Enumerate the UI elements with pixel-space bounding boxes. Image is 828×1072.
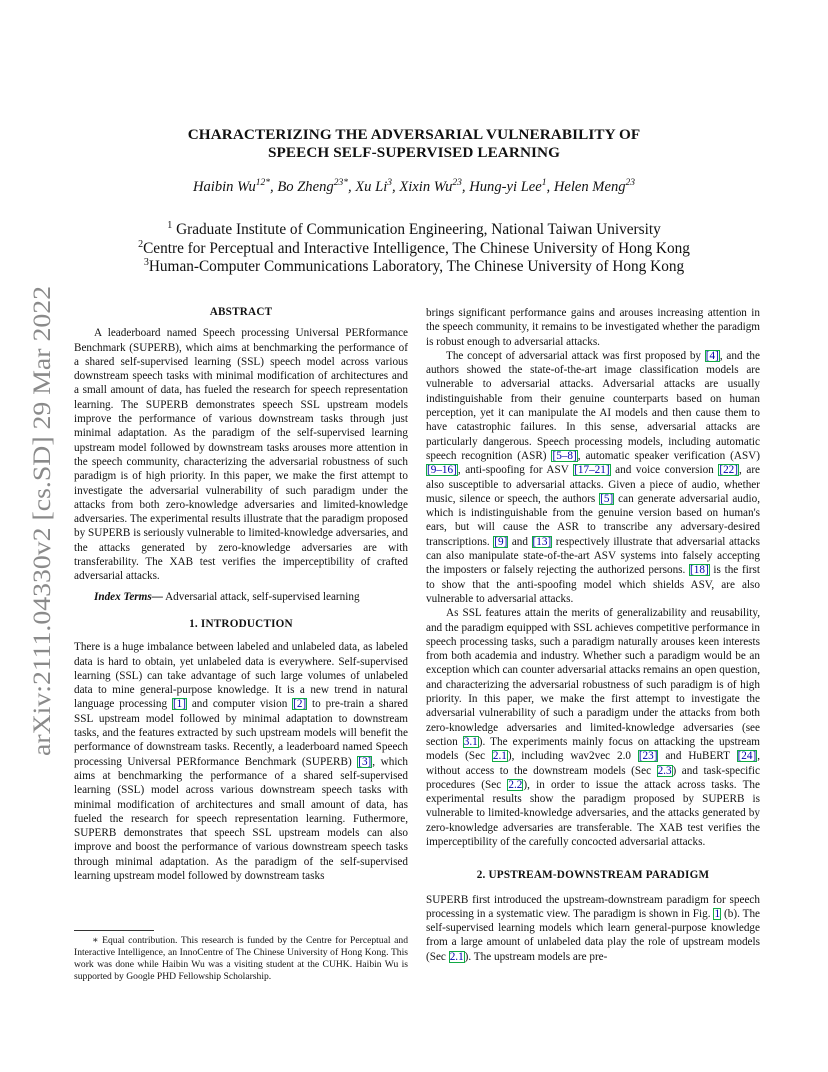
- index-terms-label: Index Terms—: [94, 590, 163, 603]
- intro-continued-paragraph: brings significant performance gains and arouses increasing attention in the speech community, it remains to be investigated whether the paradigm is robust enough to adversarial attacks.: [426, 307, 760, 348]
- citation-link[interactable]: [18]: [690, 564, 709, 577]
- citation-link[interactable]: 2.1: [492, 750, 507, 763]
- affiliation-marker: 2: [138, 239, 144, 250]
- citation-link[interactable]: 1: [714, 907, 721, 920]
- section-2-heading: 2. UPSTREAM-DOWNSTREAM PARADIGM: [476, 869, 710, 882]
- footnote-rule: [74, 930, 154, 931]
- affiliation-marker: 1: [167, 220, 173, 231]
- citation-link[interactable]: 2.1: [449, 950, 464, 963]
- citation-link[interactable]: [22]: [719, 464, 738, 477]
- paper-title-line-2: SPEECH SELF-SUPERVISED LEARNING: [267, 144, 561, 161]
- citation-link[interactable]: [3]: [358, 755, 372, 768]
- citation-link[interactable]: [1]: [172, 698, 186, 711]
- paper-title: [0, 126, 828, 162]
- citation-link[interactable]: 2.2: [508, 778, 523, 791]
- author: Helen Meng$^{23}$: [553, 178, 636, 195]
- paradigm-paragraph: SUPERB first introduced the upstream-downstream paradigm for speech processing in a systematic view. The paradigm is shown in Fig. 1 (b). The self-supervised learning models which learn general-purpose knowledge from a large amount of unlabeled data play the role of upstream models (Sec 2.1). The upstream models are pre-: [426, 893, 760, 963]
- adversarial-attack-paragraph: The concept of adversarial attack was first proposed by [4], and the authors showed the state-of-the-art image classification models are vulnerable to adversarial attacks. Adversarial attacks are usually indistinguishable from their genuine counterparts based on human perception, yet it can manipulate the AI models and then cause them to have catastrophic failures. In this sense, adversarial attacks are particularly dangerous. Speech processing models, including automatic speech recognition (ASR) [5–8], automatic speaker verification (ASV) [9–16], anti-spoofing for ASV [17–21] and voice conversion [22], are also susceptible to adversarial attacks. Given a piece of audio, whether music, silence or speech, the authors [5] can generate adversarial audio, which is indistinguishable from the genuine version based on human's ears, but will cause the ASR to transcribe any adversary-desired transcriptions. [9] and [13] respectively illustrate that adversarial attacks can also manipulate state-of-the-art ASV systems into falsely accepting the imposters or falsely rejecting the authorized persons. [18] is the first to show that the anti-spoofing model which shields ASV, are also vulnerable to adversarial attacks.: [426, 349, 761, 605]
- index-terms: [74, 590, 408, 604]
- author-affiliation-marker: 12*: [255, 178, 271, 188]
- intro-paragraph: There is a huge imbalance between labeled and unlabeled data, as labeled data is hard to obtain, yet unlabeled data is everywhere. Self-supervised learning (SSL) can take advantage of such large volumes of unlabeled data to mine general-purpose knowledge. It is a new trend in natural language processing [1] and computer vision [2] to pre-train a shared SSL upstream model followed by minimal adaptation to downstream tasks, and the features extracted by such upstream models will benefit the performance of downstream tasks. Recently, a leaderboard named Speech processing Universal PERformance Benchmark (SUPERB) [3], which aims at benchmarking the performance of a shared self-supervised learning (SSL) model across various downstream speech tasks with minimal modification of architectures and small amount of data, has fueled the research for speech representation learning. Futhermore, SUPERB demonstrates that speech SSL upstream models can also improve and boost the performance of various downstream speech tasks through minimal adaptation. As the paradigm of the self-supervised learning upstream model followed by downstream tasks: [74, 641, 408, 882]
- affiliation-text: Centre for Perceptual and Interactive Intelligence, The Chinese University of Hong Kong: [143, 240, 690, 258]
- author-affiliation-marker: 23: [452, 178, 462, 188]
- affiliation-text: Graduate Institute of Communication Engineering, National Taiwan University: [172, 221, 661, 239]
- index-terms-text: Adversarial attack, self-supervised learning: [162, 590, 360, 603]
- citation-link[interactable]: [23]: [638, 750, 658, 763]
- citation-link[interactable]: [17–21]: [574, 464, 610, 477]
- citation-link[interactable]: [5–8]: [552, 449, 577, 462]
- citation-link[interactable]: [13]: [532, 535, 552, 548]
- author: Hung-yi Lee$^1$: [469, 178, 547, 195]
- paper-title-line-1: CHARACTERIZING THE ADVERSARIAL VULNERABILITY OF: [187, 126, 641, 143]
- footnote: [74, 930, 408, 983]
- citation-link[interactable]: [24]: [737, 750, 757, 763]
- affiliation-marker: 3: [143, 257, 149, 268]
- citation-link[interactable]: [5]: [600, 492, 614, 505]
- author-affiliation-marker: 3: [387, 178, 393, 188]
- author-affiliation-marker: 23*: [333, 178, 348, 188]
- author: Xu Li$^3$: [355, 178, 393, 195]
- section-1-heading: 1. INTRODUCTION: [189, 617, 293, 630]
- author-list: Haibin $Wu^{12*}$, Bo Zheng$^{23*}$, Xu Li$^3$, Xixin Wu$^{23}$, Hung-yi Lee$^1$, Helen Meng$^{23}$: [192, 178, 636, 195]
- author: Haibin $Wu^{12*}$: [192, 178, 271, 195]
- arxiv-watermark-text: arXiv:2111.04330v2 [cs.SD] 29 Mar 2022: [27, 324, 56, 756]
- author-affiliation-marker: 1: [541, 178, 547, 188]
- citation-link[interactable]: 2.3: [657, 764, 672, 777]
- author-affiliation-marker: 23: [625, 178, 636, 188]
- ssl-features-paragraph: As SSL features attain the merits of generalizability and reusability, and the paradigm equipped with SSL achieves competitive performance in speech processing tasks, such a paradigm naturally arouses keen interests from both academia and industry. Whether such a paradigm would be an exception which can counter adversarial attacks remains an open question, and characterizing the adversarial robustness of such paradigm is of high priority. In this paper, we make the first attempt to investigate the adversarial vulnerability of such a paradigm under the attacks from both zero-knowledge adversaries and limited-knowledge adversaries (see section 3.1). The experiments mainly focus on attacking the upstream models (Sec 2.1), including wav2vec 2.0 [23] and HuBERT [24], without access to the downstream models (Sec 2.3) and task-specific procedures (Sec 2.2), in order to issue the attack across tasks. The experimental results show the paradigm proposed by SUPERB is vulnerable to limited-knowledge adversaries, and the attacks generated by zero-knowledge adversaries are transferable. The XAB test verifies the imperceptibility of the carefully concocted adversarial attacks.: [426, 607, 761, 848]
- citation-link[interactable]: [9]: [494, 535, 508, 548]
- author: Bo Zheng$^{23*}$: [277, 178, 348, 195]
- abstract-text: A leaderboard named Speech processing Universal PERformance Benchmark (SUPERB), which aims at benchmarking the performance of a shared self-supervised learning (SSL) speech model across various downstream speech tasks with minimal modification of architectures and a small amount of data, has fueled the research for speech representation learning. The SUPERB demonstrates speech SSL upstream models improve the performance of various downstream tasks through just minimal adaptation. As the paradigm of the self-supervised learning upstream model followed by downstream tasks arouses more attention in the speech community, characterizing the adversarial robustness of such paradigm is of high priority. In this paper, we make the first attempt to investigate the adversarial vulnerability of such paradigm under the attacks from both zero-knowledge adversaries and limited-knowledge adversaries. The experimental results illustrate that the paradigm proposed by SUPERB is seriously vulnerable to limited-knowledge adversaries, and the attacks generated by zero-knowledge adversaries are with transferability. The XAB test verifies the imperceptibility of crafted adversarial attacks.: [74, 327, 408, 583]
- affiliation: [0, 253, 828, 277]
- author: Xixin Wu$^{23}$: [399, 178, 462, 195]
- citation-link[interactable]: [2]: [293, 698, 307, 711]
- affiliation-text: Human-Computer Communications Laboratory, The Chinese University of Hong Kong: [148, 258, 685, 276]
- citation-link[interactable]: [4]: [705, 349, 719, 362]
- citation-link[interactable]: 3.1: [463, 735, 478, 748]
- abstract-heading: ABSTRACT: [209, 306, 273, 318]
- left-column: [74, 305, 408, 883]
- right-column: [426, 306, 760, 964]
- footnote-text: ∗ Equal contribution. This research is funded by the Centre for Perceptual and Interactive Intelligence, an InnoCentre of The Chinese University of Hong Kong. This work was done while Haibin Wu was a visiting student at the CUHK. Haibin Wu is supported by Google PHD Fellowship Scholarship.: [74, 935, 408, 982]
- citation-link[interactable]: [9–16]: [427, 464, 457, 477]
